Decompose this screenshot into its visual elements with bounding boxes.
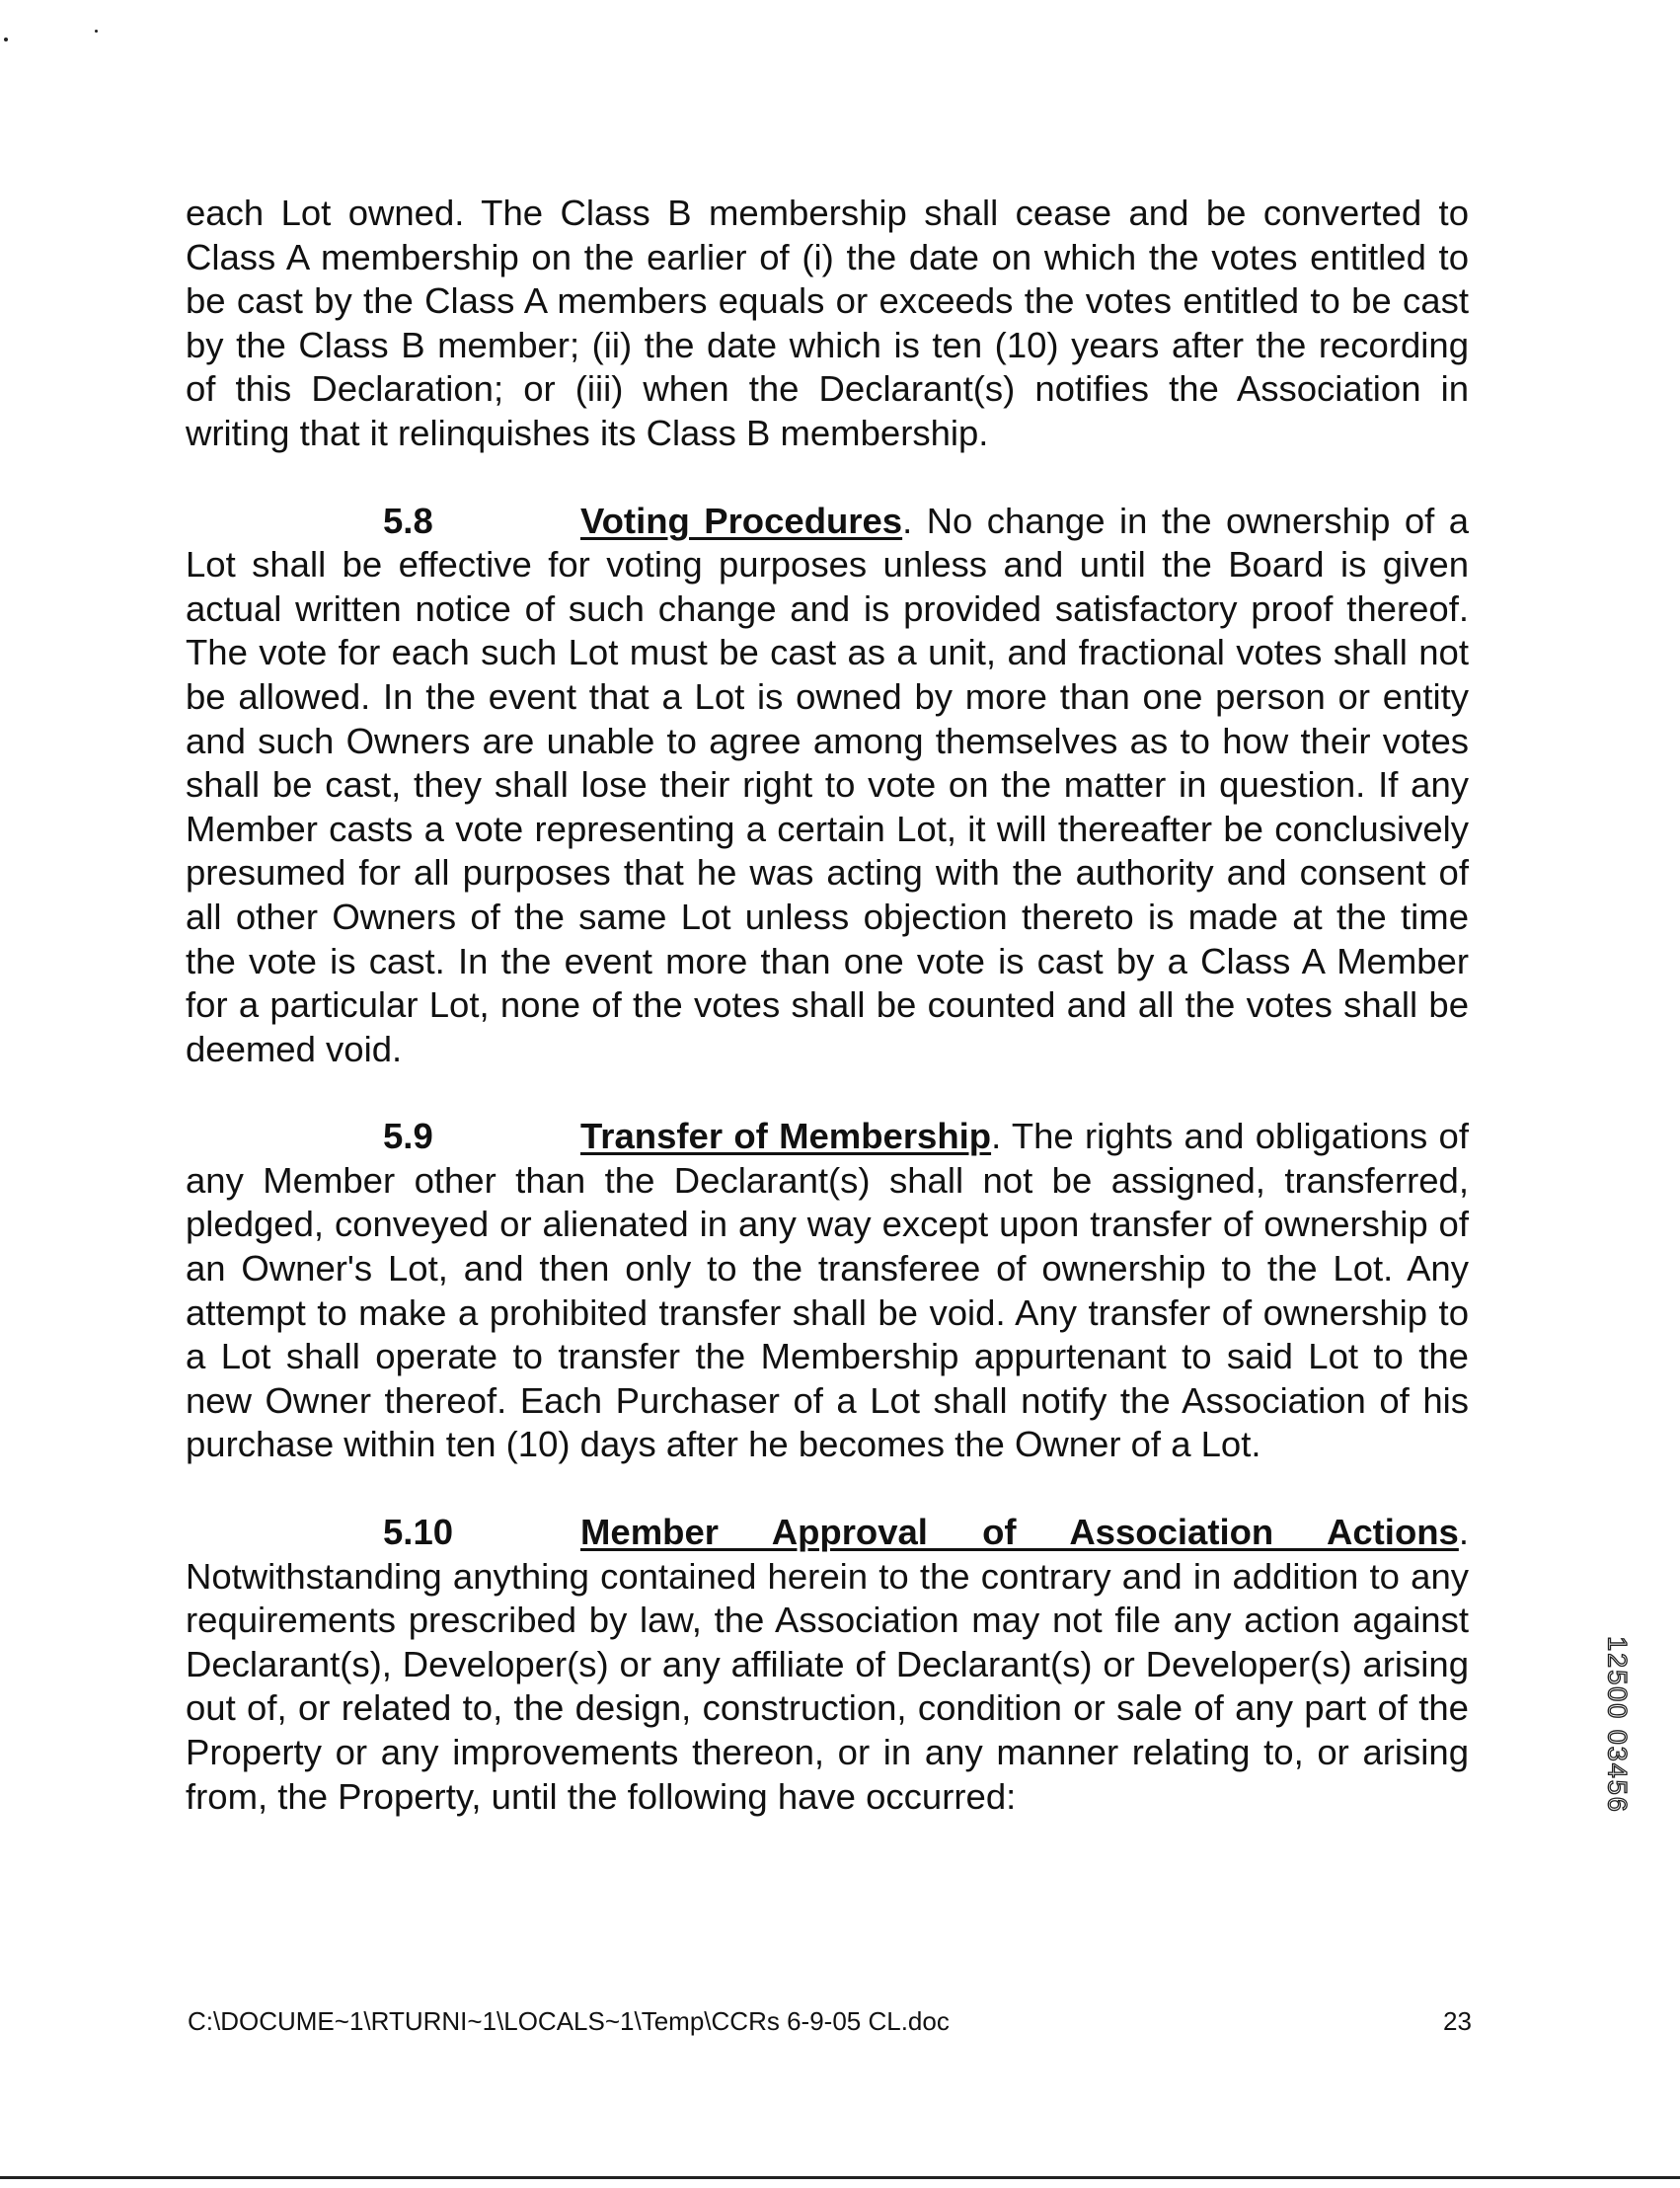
- recording-stamp-text: 12500 03456: [1602, 1636, 1633, 1814]
- document-page: [186, 192, 1469, 1862]
- section-5-10: [186, 1511, 1469, 1819]
- scan-bottom-edge: [0, 2176, 1680, 2179]
- section-title: Voting Procedures: [580, 500, 903, 541]
- section-number: 5.10: [383, 1512, 454, 1553]
- scan-speck: [4, 38, 8, 41]
- section-body: . Notwithstanding anything contained herein to the contrary and in addition to any requirements prescribed by law, the Association may not file any action against Declarant(s), Developer(s) or any affiliate of Declarant(s) or Developer(s) arising out of, or related to, the design, construction, condition or sale of any part of the Property or any improvements thereon, or in any manner relating to, or arising from, the Property, until the following have occurred:: [186, 1512, 1469, 1817]
- section-number: 5.9: [383, 1116, 433, 1157]
- section-body: . No change in the ownership of a Lot shall be effective for voting purposes unless and until the Board is given actual written notice of such change and is provided satisfactory proof thereof. The vote for each such Lot must be cast as a unit, and fractional votes shall not be allowed. In the event that a Lot is owned by more than one person or entity and such Owners are unable to agree among themselves as to how their votes shall be cast, they shall lose their right to vote on the matter in question. If any Member casts a vote representing a certain Lot, it will thereafter be conclusively presumed for all purposes that he was acting with the authority and consent of all other Owners of the same Lot unless objection thereto is made at the time the vote is cast. In the event more than one vote is cast by a Class A Member for a particular Lot, none of the votes shall be counted and all the votes shall be deemed void.: [186, 500, 1469, 1069]
- section-title: Transfer of Membership: [580, 1116, 992, 1157]
- footer-file-path: C:\DOCUME~1\RTURNI~1\LOCALS~1\Temp\CCRs 6-9-05 CL.doc: [188, 2006, 950, 2036]
- recording-stamp: [1597, 1592, 1637, 1858]
- continuation-text: each Lot owned. The Class B membership shall cease and be converted to Class A membership on the earlier of (i) the date on which the votes entitled to be cast by the Class A members equals or exceeds the votes entitled to be cast by the Class B member; (ii) the date which is ten (10) years after the recording of this Declaration; or (iii) when the Declarant(s) notifies the Association in writing that it relinquishes its Class B membership.: [186, 193, 1469, 453]
- continuation-paragraph: [186, 192, 1469, 456]
- page-number: 23: [1443, 2006, 1472, 2036]
- section-number: 5.8: [383, 500, 433, 541]
- section-5-8: [186, 500, 1469, 1072]
- section-body: . The rights and obligations of any Member other than the Declarant(s) shall not be assigned, transferred, pledged, conveyed or alienated in any way except upon transfer of ownership of an Owner's Lot, and then only to the transferee of ownership to the Lot. Any attempt to make a prohibited transfer shall be void. Any transfer of ownership to a Lot shall operate to transfer the Membership appurtenant to said Lot to the new Owner thereof. Each Purchaser of a Lot shall notify the Association of his purchase within ten (10) days after he becomes the Owner of a Lot.: [186, 1116, 1469, 1465]
- section-5-9: [186, 1115, 1469, 1467]
- section-title: Member Approval of Association Actions: [580, 1512, 1459, 1553]
- scan-speck: [95, 30, 98, 33]
